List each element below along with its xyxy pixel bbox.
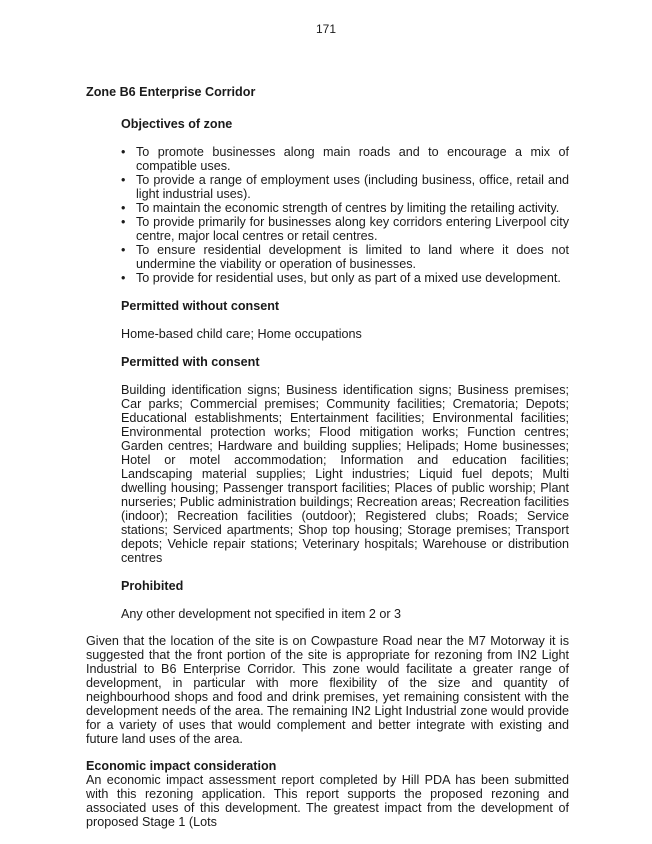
objectives-list (121, 145, 569, 285)
economic-heading: Economic impact consideration (86, 759, 277, 773)
objective-item: • To ensure residential development is limited to land where it does not undermine the viability or operation of businesses. (136, 243, 569, 271)
objective-item: • To maintain the economic strength of centres by limiting the retailing activity. (136, 201, 569, 215)
economic-text: An economic impact assessment report completed by Hill PDA has been submitted with this rezoning application. This report supports the proposed rezoning and associated uses of this development. The greatest impact from the development of proposed Stage 1 (Lots (86, 773, 569, 829)
page-number: 171 (315, 22, 337, 36)
prohibited-text: Any other development not specified in item 2 or 3 (121, 607, 402, 621)
objectives-heading: Objectives of zone (121, 117, 233, 131)
permitted-without-heading: Permitted without consent (121, 299, 280, 313)
permitted-with-heading: Permitted with consent (121, 355, 260, 369)
document-body (86, 84, 569, 842)
objective-item: • To provide primarily for businesses along key corridors entering Liverpool city centre, major local centres or retail centres. (136, 215, 569, 243)
objective-item: • To provide a range of employment uses (including business, office, retail and light industrial uses). (136, 173, 569, 201)
prohibited-heading: Prohibited (121, 579, 184, 593)
objective-item: • To promote businesses along main roads and to encourage a mix of compatible uses. (136, 145, 569, 173)
permitted-without-text: Home-based child care; Home occupations (121, 327, 362, 341)
body-paragraph: Given that the location of the site is on Cowpasture Road near the M7 Motorway it is suggested that the front portion of the site is appropriate for rezoning from IN2 Light Industrial to B6 Enterprise Corridor. This zone would facilitate a greater range of development, in particular with more flexibility of the size and quantity of neighbourhood shops and food and drink premises, yet remaining consistent with the development needs of the area. The remaining IN2 Light Industrial zone would provide for a variety of uses that would complement and better integrate with existing and future land uses of the area. (86, 634, 569, 746)
permitted-with-text: Building identification signs; Business identification signs; Business premises; Car parks; Commercial premises; Community facilities; Crematoria; Depots; Educational establishments; Entertainment facilities; Environmental facilities; Environmental protection works; Flood mitigation works; Function centres; Garden centres; Hardware and building supplies; Helipads; Home businesses; Hotel or motel accommodation; Information and education facilities; Landscaping material supplies; Light industries; Liquid fuel depots; Multi dwelling housing; Passenger transport facilities; Places of public worship; Plant nurseries; Public administration buildings; Recreation areas; Recreation facilities (indoor); Recreation facilities (outdoor); Registered clubs; Roads; Service stations; Serviced apartments; Shop top housing; Storage premises; Transport depots; Vehicle repair stations; Veterinary hospitals; Warehouse or distribution centres (121, 383, 569, 565)
zone-title: Zone B6 Enterprise Corridor (86, 85, 256, 99)
zone-details (121, 116, 569, 621)
objective-item: • To provide for residential uses, but only as part of a mixed use development. (136, 271, 569, 285)
